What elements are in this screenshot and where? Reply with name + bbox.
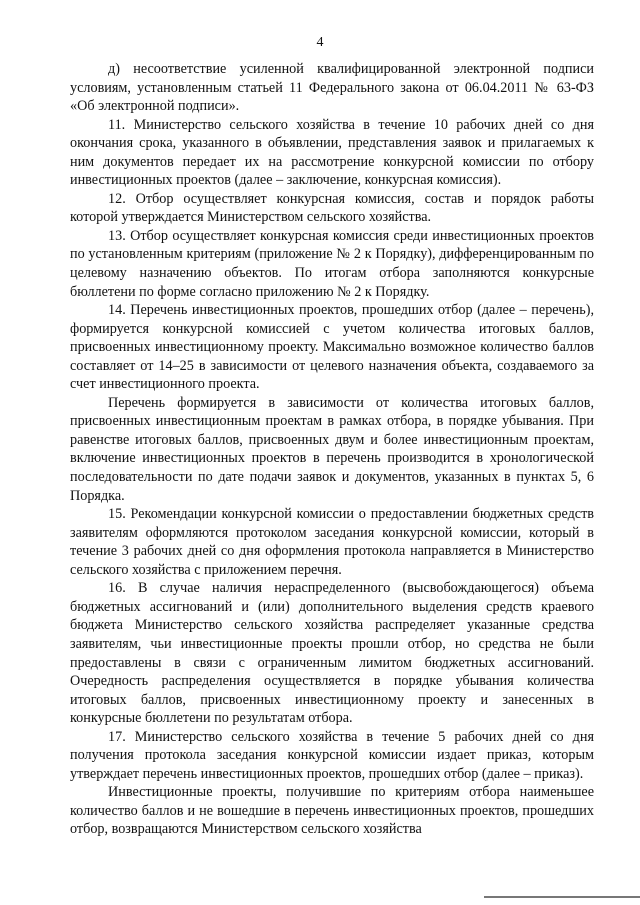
paragraph-16: 16. В случае наличия нераспределенного (высвобождающегося) объема бюджетных ассигнований и (или) дополнительного выделения средств краевого бюджета Министерство сельского хозяйства распределяет указанные средства заявителям, чьи инвестиционные проекты прошли отбор, но средства не были предоставлены в связи с ограниченным лимитом бюджетных ассигнований. Очередность распределения осуществляется в порядке убывания количества итоговых баллов, присвоенных инвестиционному проекту и занесенных в конкурсные бюллетени по результатам отбора. xyxy=(70,580,594,727)
paragraph-item-d: д) несоответствие усиленной квалифицированной электронной подписи условиям, установленным статьей 11 Федерального закона от 06.04.2011 № 63-ФЗ «Об электронной подписи». xyxy=(70,61,594,115)
document-body xyxy=(70,60,594,839)
paragraph-17: 17. Министерство сельского хозяйства в течение 5 рабочих дней со дня получения протокола заседания конкурсной комиссии издает приказ, которым утверждает перечень инвестиционных проектов, прошедших отбор (далее – приказ). xyxy=(70,728,594,782)
paragraph-14-continued: Перечень формируется в зависимости от количества итоговых баллов, присвоенных инвестиционным проектам в рамках отбора, в порядке убывания. При равенстве итоговых баллов, присвоенных двум и более инвестиционным проектам, включение инвестиционных проектов в перечень производится в хронологической последовательности по дате подачи заявок и документов, указанных в пунктах 5, 6 Порядка. xyxy=(70,394,594,504)
paragraph-14: 14. Перечень инвестиционных проектов, прошедших отбор (далее – перечень), формируется конкурсной комиссией с учетом количества итоговых баллов, присвоенных инвестиционному проекту. Максимально возможное количество баллов составляет от 14–25 в зависимости от целевого назначения объекта, создаваемого за счет инвестиционного проекта. xyxy=(70,302,594,393)
page-number: 4 xyxy=(316,35,324,50)
paragraph-11: 11. Министерство сельского хозяйства в течение 10 рабочих дней со дня окончания срока, указанного в объявлении, представления заявок и прилагаемых к ним документов передает их на рассмотрение конкурсной комиссии по отбору инвестиционных проектов (далее – заключение, конкурсная комиссия). xyxy=(70,116,594,189)
paragraph-17-continued: Инвестиционные проекты, получившие по критериям отбора наименьшее количество баллов и не вошедшие в перечень инвестиционных проектов, прошедших отбор, возвращаются Министерством сельского хозяйства xyxy=(70,784,594,838)
page-bottom-rule xyxy=(484,896,640,898)
paragraph-15: 15. Рекомендации конкурсной комиссии о предоставлении бюджетных средств заявителям оформляются протоколом заседания конкурсной комиссии, который в течение 3 рабочих дней со дня оформления протокола направляется в Министерство сельского хозяйства с приложением перечня. xyxy=(70,506,594,578)
paragraph-13: 13. Отбор осуществляет конкурсная комиссия среди инвестиционных проектов по установленным критериям (приложение № 2 к Порядку), дифференцированным по целевому назначению объектов. По итогам отбора заполняются конкурсные бюллетени по форме согласно приложению № 2 к Порядку. xyxy=(70,227,594,300)
paragraph-12: 12. Отбор осуществляет конкурсная комиссия, состав и порядок работы которой утверждается Министерством сельского хозяйства. xyxy=(70,190,594,226)
